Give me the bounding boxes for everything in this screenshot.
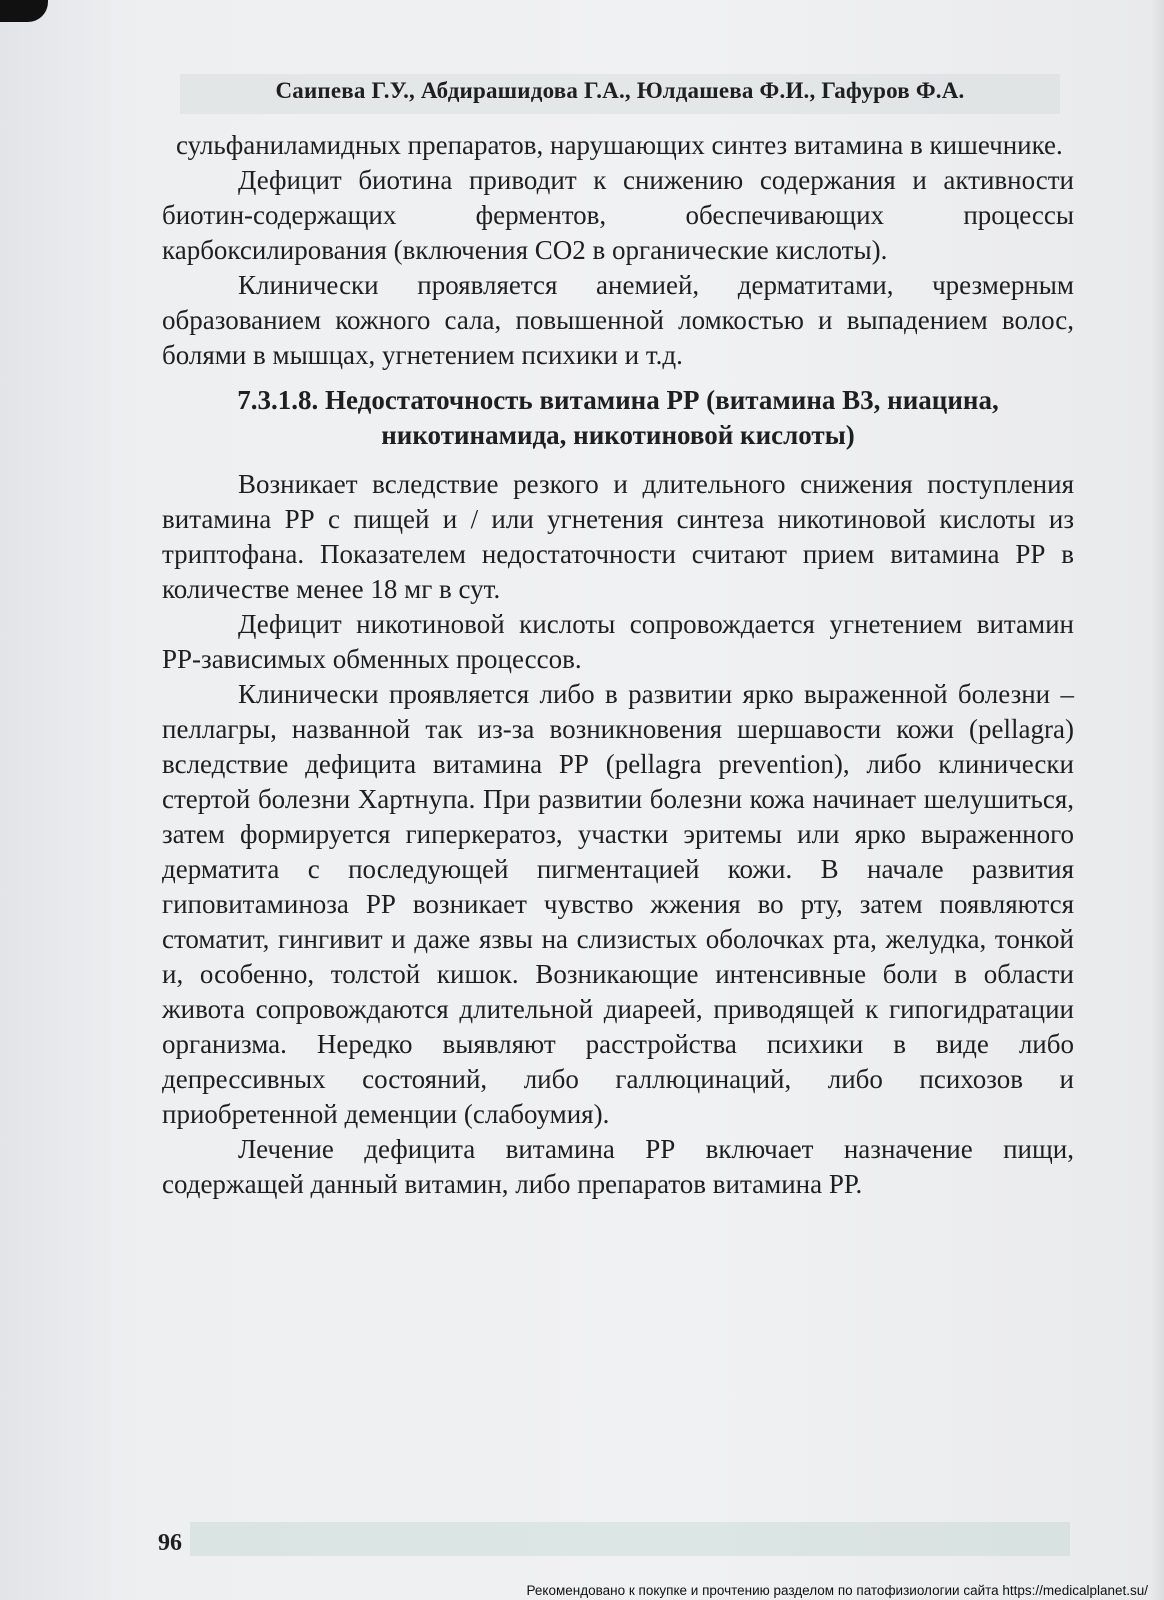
paragraph-pp-clinical: Клинически проявляется либо в развитии ярко выраженной болезни – пеллагры, названной так из-за возникновения шершавости кожи (pellagra) вследствие дефицита витамина РР (pellagra prevention), либо клинически стертой болезни Хартнупа. При развитии болезни кожа начинает шелушиться, затем формируется гиперкератоз, участки эритемы или ярко выраженного дерматита с последующей пигментацией кожи. В начале развития гиповитаминоза РР возникает чувство жжения во рту, затем появляются стоматит, гингивит и даже язвы на слизистых оболочках рта, желудка, тонкой и, особенно, толстой кишок. Возникающие интенсивные боли в области живота сопровождаются длительной диареей, приводящей к гипогидратации организма. Нередко выявляют расстройства психики в виде либо депрессивных состояний, либо галлюцинаций, либо психозов и приобретенной деменции (слабоумия). [162,679,1074,1129]
page-edge-shadow [1150,0,1164,1600]
paragraph-pp-treatment: Лечение дефицита витамина РР включает назначение пищи, содержащей данный витамин, либо препаратов витамина РР. [162,1134,1074,1199]
section-heading-line-1: 7.3.1.8. Недостаточность витамина РР (витамина В3, ниацина, [237,385,999,415]
footer-highlight-band [190,1522,1070,1556]
section-heading [162,383,1074,453]
page-number: 96 [158,1530,182,1556]
running-head-authors: Саипева Г.У., Абдирашидова Г.А., Юлдашева Ф.И., Гафуров Ф.А. [275,78,965,103]
paragraph-pp-deficit: Дефицит никотиновой кислоты сопровождается угнетением витамин РР-зависимых обменных процессов. [162,609,1074,674]
paragraph-continuation: сульфаниламидных препаратов, нарушающих синтез витамина в кишечнике. [176,130,1063,160]
paragraph-biotin-deficiency: Дефицит биотина приводит к снижению содержания и активности биотин-содержащих ферментов, обеспечивающих процессы карбоксилирования (включения СО2 в органические кислоты). [162,165,1074,265]
paragraph-biotin-clinical: Клинически проявляется анемией, дерматитами, чрезмерным образованием кожного сала, повышенной ломкостью и выпадением волос, болями в мышцах, угнетением психики и т.д. [162,270,1074,370]
body-text [162,128,1074,1202]
paragraph-pp-cause: Возникает вследствие резкого и длительного снижения поступления витамина РР с пищей и / или угнетения синтеза никотиновой кислоты из триптофана. Показателем недостаточности считают прием витамина РР в количестве менее 18 мг в сут. [162,469,1074,604]
scan-corner-shadow [0,0,48,22]
section-heading-line-2: никотинамида, никотиновой кислоты) [381,420,855,450]
footer-watermark-note: Рекомендовано к покупке и прочтению разделом по патофизиологии сайта https://medicalplanet.su/ [526,1583,1148,1598]
